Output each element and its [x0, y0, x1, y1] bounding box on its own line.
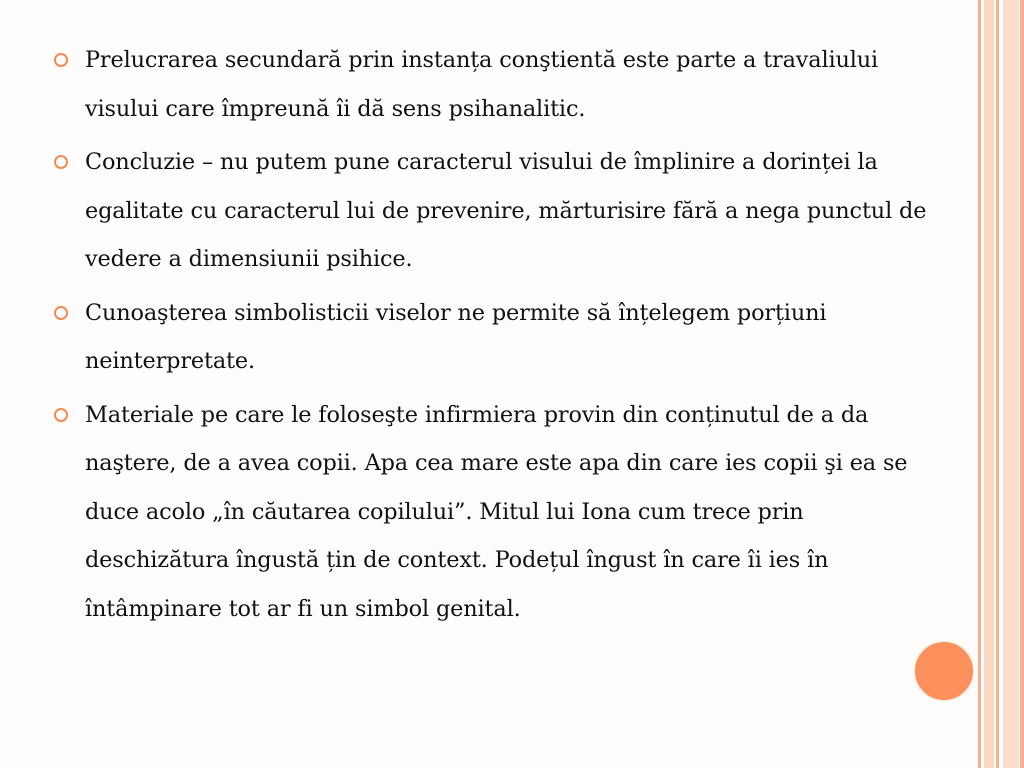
bullet-text: Materiale pe care le foloseşte infirmiera provin din conținutul de a da naştere, de a avea copii. Apa cea mare este apa din care ies copii şi ea se duce acolo „în căutarea copilului”. Mitul lui Iona cum trece prin deschizătura îngustă țin de context. Podețul îngust în care îi ies în întâmpinare tot ar fi un simbol genital. [85, 401, 908, 622]
decorative-stripe [978, 0, 981, 768]
ring-bullet-icon [54, 306, 68, 320]
bullet-text: Cunoaşterea simbolisticii viselor ne permite să înțelegem porțiuni neinterpretate. [85, 299, 827, 374]
ring-bullet-icon [54, 408, 68, 422]
ring-bullet-icon [54, 53, 68, 67]
bullet-list [52, 36, 952, 638]
decorative-stripe [1003, 0, 1019, 768]
ring-bullet-icon [54, 155, 68, 169]
decorative-stripe [1020, 0, 1024, 768]
bullet-item [52, 36, 952, 133]
bullet-text: Prelucrarea secundară prin instanța conştientă este parte a travaliului visului care împreună îi dă sens psihanalitic. [85, 47, 879, 122]
bullet-text: Concluzie – nu putem pune caracterul visului de împlinire a dorinței la egalitate cu caracterul lui de prevenire, mărturisire fără a nega punctul de vedere a dimensiunii psihice. [85, 149, 927, 272]
orange-circle-icon [913, 640, 975, 702]
decorative-stripe [984, 0, 994, 768]
decorative-stripe [996, 0, 999, 768]
bullet-item [52, 391, 952, 634]
bullet-item [52, 138, 952, 284]
bullet-item [52, 289, 952, 386]
